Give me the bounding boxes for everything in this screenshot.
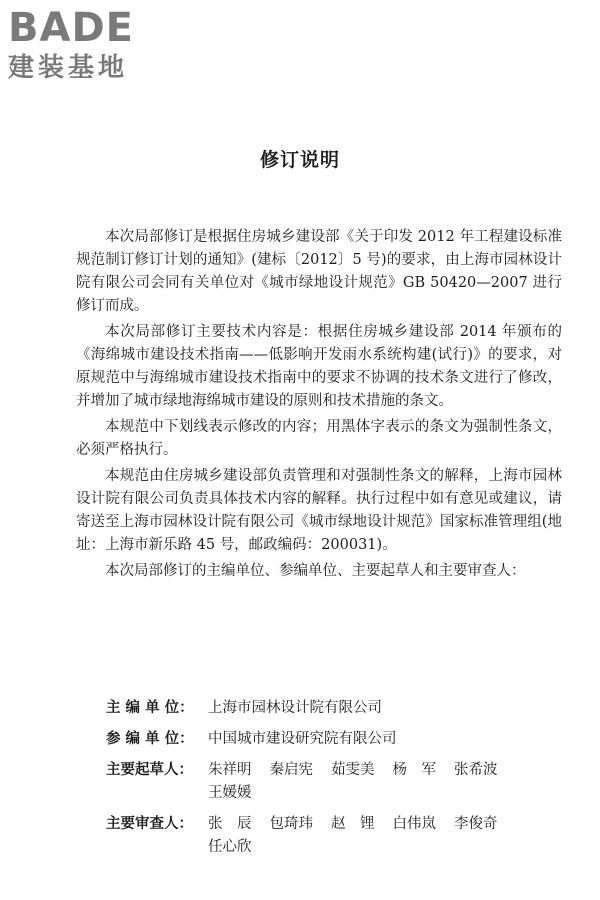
reviewer-name: 白伟岚 bbox=[392, 816, 436, 832]
reviewers-names bbox=[208, 813, 566, 859]
paragraph-notation: 本规范中下划线表示修改的内容；用黑体字表示的条文为强制性条文，必须严格执行。 bbox=[76, 419, 562, 458]
reviewer-name: 李俊奇 bbox=[454, 816, 498, 832]
drafter-name: 茹雯美 bbox=[331, 762, 375, 778]
revision-notes-body bbox=[76, 226, 562, 586]
reviewer-name: 任心欣 bbox=[208, 839, 252, 855]
logo-wordmark: BADE bbox=[8, 5, 134, 51]
participating-unit-row bbox=[106, 728, 566, 751]
chief-unit-value: 上海市园林设计院有限公司 bbox=[208, 700, 382, 716]
drafter-name: 王媛媛 bbox=[208, 785, 252, 801]
drafters-names bbox=[208, 759, 566, 805]
drafter-name: 张希波 bbox=[454, 762, 498, 778]
drafters-label: 主要起草人： bbox=[106, 762, 193, 778]
participating-unit-value: 中国城市建设研究院有限公司 bbox=[208, 731, 397, 747]
page-title: 修订说明 bbox=[259, 149, 340, 171]
chief-unit-label: 主 编 单 位： bbox=[106, 700, 194, 716]
reviewer-name: 包琦玮 bbox=[269, 816, 313, 832]
paragraph-technical-content: 本次局部修订主要技术内容是：根据住房城乡建设部 2014 年颁布的《海绵城市建设技术指南——低影响开发雨水系统构建(试行)》的要求，对原规范中与海绵城市建设技术指南中的要求不协调的技术条文进行了修改，并增加了城市绿地海绵城市建设的原则和技术措施的条文。 bbox=[76, 324, 562, 409]
reviewers-label: 主要审查人： bbox=[106, 816, 193, 832]
reviewer-name: 赵 锂 bbox=[331, 816, 375, 832]
drafter-name: 秦启宪 bbox=[269, 762, 313, 778]
drafter-name: 杨 军 bbox=[392, 762, 436, 778]
drafter-name: 朱祥明 bbox=[208, 762, 252, 778]
reviewer-name: 张 辰 bbox=[208, 816, 252, 832]
reviewers-row bbox=[106, 813, 566, 859]
drafters-row bbox=[106, 759, 566, 805]
paragraph-personnel-intro: 本次局部修订的主编单位、参编单位、主要起草人和主要审查人： bbox=[105, 563, 526, 579]
logo-subtitle: 建装基地 bbox=[8, 53, 129, 83]
paragraph-revision-basis: 本次局部修订是根据住房城乡建设部《关于印发 2012 年工程建设标准规范制订修订计划的通知》(建标〔2012〕5 号)的要求，由上海市园林设计院有限公司会同有关单位对《城市绿地设计规范》GB 50420—2007 进行修订而成。 bbox=[76, 229, 562, 314]
site-logo bbox=[8, 6, 178, 90]
paragraph-management: 本规范由住房城乡建设部负责管理和对强制性条文的解释，上海市园林设计院有限公司负责具体技术内容的解释。执行过程中如有意见或建议，请寄送至上海市园林设计院有限公司《城市绿地设计规范》国家标准管理组(地址：上海市新乐路 45 号，邮政编码：200031)。 bbox=[76, 468, 562, 553]
personnel-list bbox=[106, 697, 566, 861]
chief-unit-row bbox=[106, 697, 566, 720]
participating-unit-label: 参 编 单 位： bbox=[106, 731, 194, 747]
